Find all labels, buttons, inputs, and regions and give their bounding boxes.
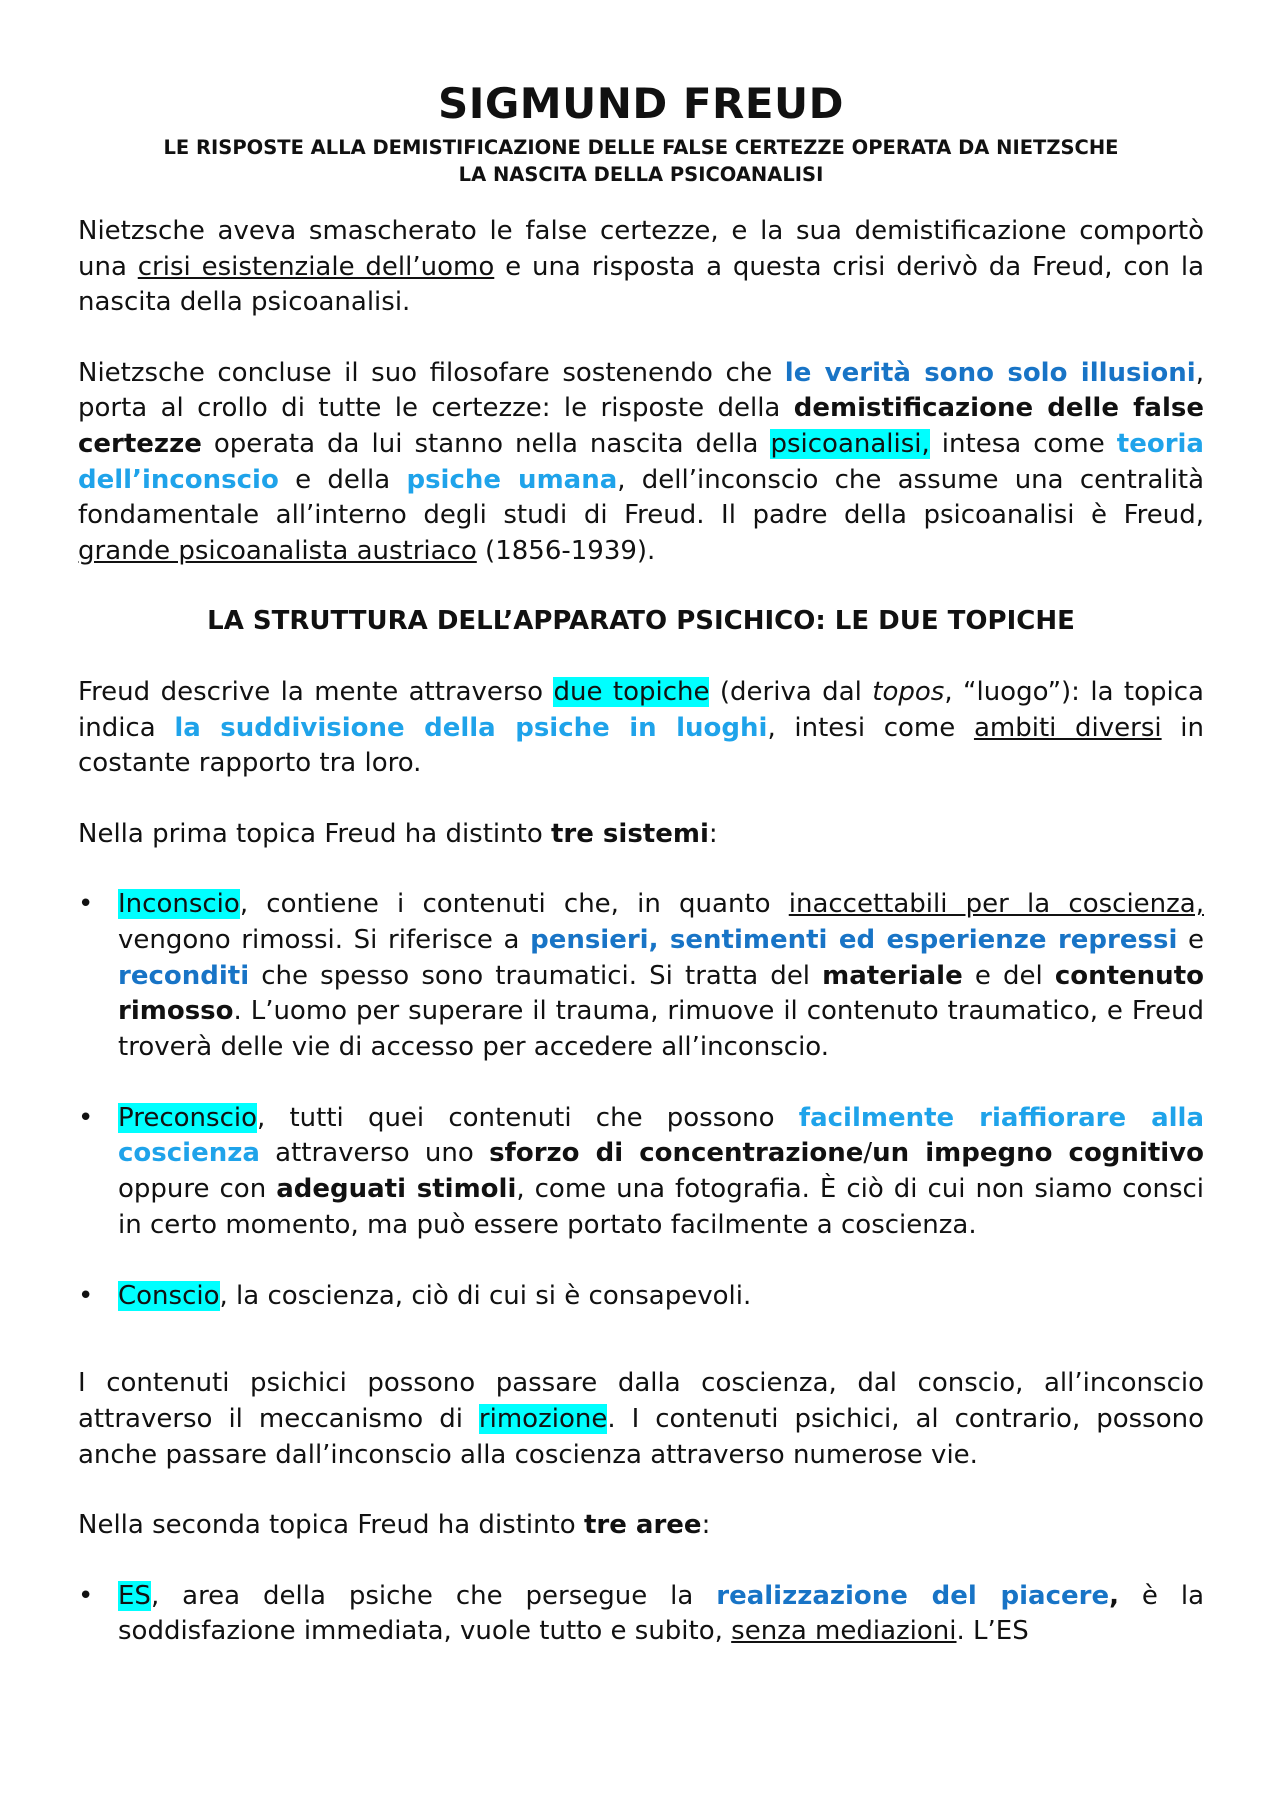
bold-text: , bbox=[1109, 1580, 1119, 1611]
bullet-icon: • bbox=[78, 1102, 94, 1133]
text-run: : bbox=[708, 818, 718, 849]
highlighted-term: Conscio bbox=[118, 1280, 220, 1311]
text-run: attraverso uno bbox=[259, 1138, 490, 1169]
text-run: Nietzsche aveva smascherato le false certezze, e la sua demistificazione comportò una bbox=[78, 216, 1204, 282]
text-run: e bbox=[1177, 924, 1204, 955]
bullet-icon: • bbox=[78, 889, 94, 920]
text-run: Nietzsche concluse il suo filosofare sostenendo che bbox=[78, 357, 785, 388]
text-run: in costante rapporto tra loro. bbox=[78, 712, 1205, 779]
paragraph-rimozione bbox=[78, 1366, 1204, 1473]
bold-text: un impegno cognitivo bbox=[872, 1138, 1204, 1169]
bold-text: sforzo di concentrazione bbox=[489, 1138, 864, 1169]
text-run: . I contenuti psichici, al contrario, possono anche passare dall’inconscio alla coscienza attraverso numerose vie. bbox=[78, 1404, 1205, 1470]
paragraph-topiche bbox=[78, 675, 1204, 782]
bold-text: adeguati stimoli bbox=[276, 1174, 517, 1205]
highlighted-term: Inconscio bbox=[118, 889, 240, 920]
text-run: e del bbox=[962, 960, 1055, 991]
text-run: oppure con bbox=[118, 1174, 277, 1205]
document-title: SIGMUND FREUD bbox=[437, 79, 845, 128]
paragraph-seconda-topica bbox=[78, 1508, 1204, 1544]
underlined-text: senza mediazioni bbox=[731, 1616, 957, 1647]
highlighted-term: due topiche bbox=[553, 676, 710, 707]
list-prima-topica bbox=[78, 887, 1204, 1314]
text-run: . L’ES bbox=[956, 1616, 1029, 1647]
bullet-icon: • bbox=[78, 1580, 94, 1611]
text-run: (deriva dal bbox=[709, 676, 873, 707]
text-run: , come una fotografia. È ciò di cui non siamo consci in certo momento, ma può essere portato facilmente a coscienza. bbox=[118, 1174, 1205, 1240]
text-run: intesa come bbox=[929, 428, 1117, 459]
text-run: , dell’inconscio che assume una centralità fondamentale all’interno degli studi di Freud. Il padre della psicoanalisi è Freud, bbox=[78, 464, 1204, 531]
highlighted-term: psicoanalisi, bbox=[770, 428, 930, 459]
text-run: operata da lui stanno nella nascita della bbox=[201, 428, 771, 459]
list-seconda-topica bbox=[78, 1579, 1204, 1650]
highlighted-term: ES bbox=[118, 1580, 151, 1611]
underlined-text: grande psicoanalista austriaco bbox=[78, 535, 477, 566]
italic-text: topos bbox=[872, 676, 945, 707]
bold-text: demistificazione delle false certezze bbox=[78, 393, 1205, 459]
text-run: , intesi come bbox=[767, 712, 974, 743]
text-run: : bbox=[701, 1510, 711, 1541]
text-run: , la coscienza, ciò di cui si è consapevoli. bbox=[219, 1280, 752, 1311]
bullet-icon: • bbox=[78, 1280, 94, 1311]
highlighted-term: rimozione bbox=[478, 1404, 608, 1435]
document-subtitle-line-2: LA NASCITA DELLA PSICOANALISI bbox=[458, 163, 824, 186]
section-heading: LA STRUTTURA DELL’APPARATO PSICHICO: LE DUE TOPICHE bbox=[207, 606, 1075, 637]
emphasis-cyan: teoria dell’inconscio bbox=[78, 428, 1204, 495]
list-item-es bbox=[78, 1579, 1205, 1650]
highlighted-term: Preconscio bbox=[118, 1102, 257, 1133]
text-run: (1856-1939). bbox=[476, 535, 656, 566]
bold-text: tre aree bbox=[583, 1510, 702, 1541]
text-run: , tutti quei contenuti che possono bbox=[257, 1102, 799, 1133]
text-run: Nella seconda topica Freud ha distinto bbox=[78, 1510, 584, 1541]
text-run: e della bbox=[278, 464, 407, 495]
paragraph-nietzsche bbox=[78, 356, 1204, 570]
text-run: , porta al crollo di tutte le certezze: le risposte della bbox=[78, 357, 1204, 424]
paragraph-prima-topica bbox=[78, 817, 1204, 853]
text-run: , area della psiche che persegue la bbox=[150, 1580, 717, 1611]
emphasis-cyan: facilmente riaffiorare alla coscienza bbox=[118, 1102, 1205, 1169]
emphasis-blue: pensieri, sentimenti ed esperienze repressi bbox=[530, 924, 1178, 955]
list-item-inconscio bbox=[78, 887, 1204, 1065]
underlined-text: crisi esistenziale dell’uomo bbox=[137, 251, 495, 282]
emphasis-blue: realizzazione del piacere bbox=[716, 1580, 1110, 1611]
list-item-preconscio bbox=[78, 1101, 1205, 1243]
paragraph-intro bbox=[78, 214, 1204, 321]
document-subtitle-line-1: LE RISPOSTE ALLA DEMISTIFICAZIONE DELLE FALSE CERTEZZE OPERATA DA NIETZSCHE bbox=[163, 136, 1119, 159]
text-run: . L’uomo per superare il trauma, rimuove il contenuto traumatico, e Freud troverà delle vie di accesso per accedere all’inconscio. bbox=[118, 996, 1204, 1062]
bold-text: contenuto rimosso bbox=[118, 960, 1204, 1027]
text-run: , “luogo”): la topica indica bbox=[78, 676, 1204, 743]
underlined-text: ambiti diversi bbox=[973, 712, 1162, 743]
text-run: I contenuti psichici possono passare dalla coscienza, dal conscio, all’inconscio attraverso il meccanismo di bbox=[78, 1368, 1204, 1435]
emphasis-cyan: la suddivisione della psiche in luoghi bbox=[174, 712, 768, 743]
text-run: che spesso sono traumatici. Si tratta del bbox=[249, 960, 823, 991]
text-run: , contiene i contenuti che, in quanto bbox=[239, 889, 789, 920]
bold-text: tre sistemi bbox=[551, 818, 709, 849]
text-run: vengono rimossi. Si riferisce a bbox=[118, 924, 531, 955]
emphasis-blue: le verità sono solo illusioni bbox=[784, 357, 1196, 388]
text-run: Nella prima topica Freud ha distinto bbox=[78, 818, 551, 849]
emphasis-blue: reconditi bbox=[118, 960, 250, 991]
text-run: è la soddisfazione immediata, vuole tutto e subito, bbox=[118, 1580, 1205, 1647]
emphasis-cyan: psiche umana bbox=[406, 464, 618, 495]
text-run: e una risposta a questa crisi derivò da Freud, con la nascita della psicoanalisi. bbox=[78, 251, 1205, 318]
bold-text: materiale bbox=[822, 960, 963, 991]
list-item-conscio bbox=[78, 1279, 1204, 1315]
text-run: / bbox=[863, 1138, 873, 1169]
underlined-text: inaccettabili per la coscienza, bbox=[788, 889, 1204, 920]
text-run: Freud descrive la mente attraverso bbox=[78, 676, 554, 707]
